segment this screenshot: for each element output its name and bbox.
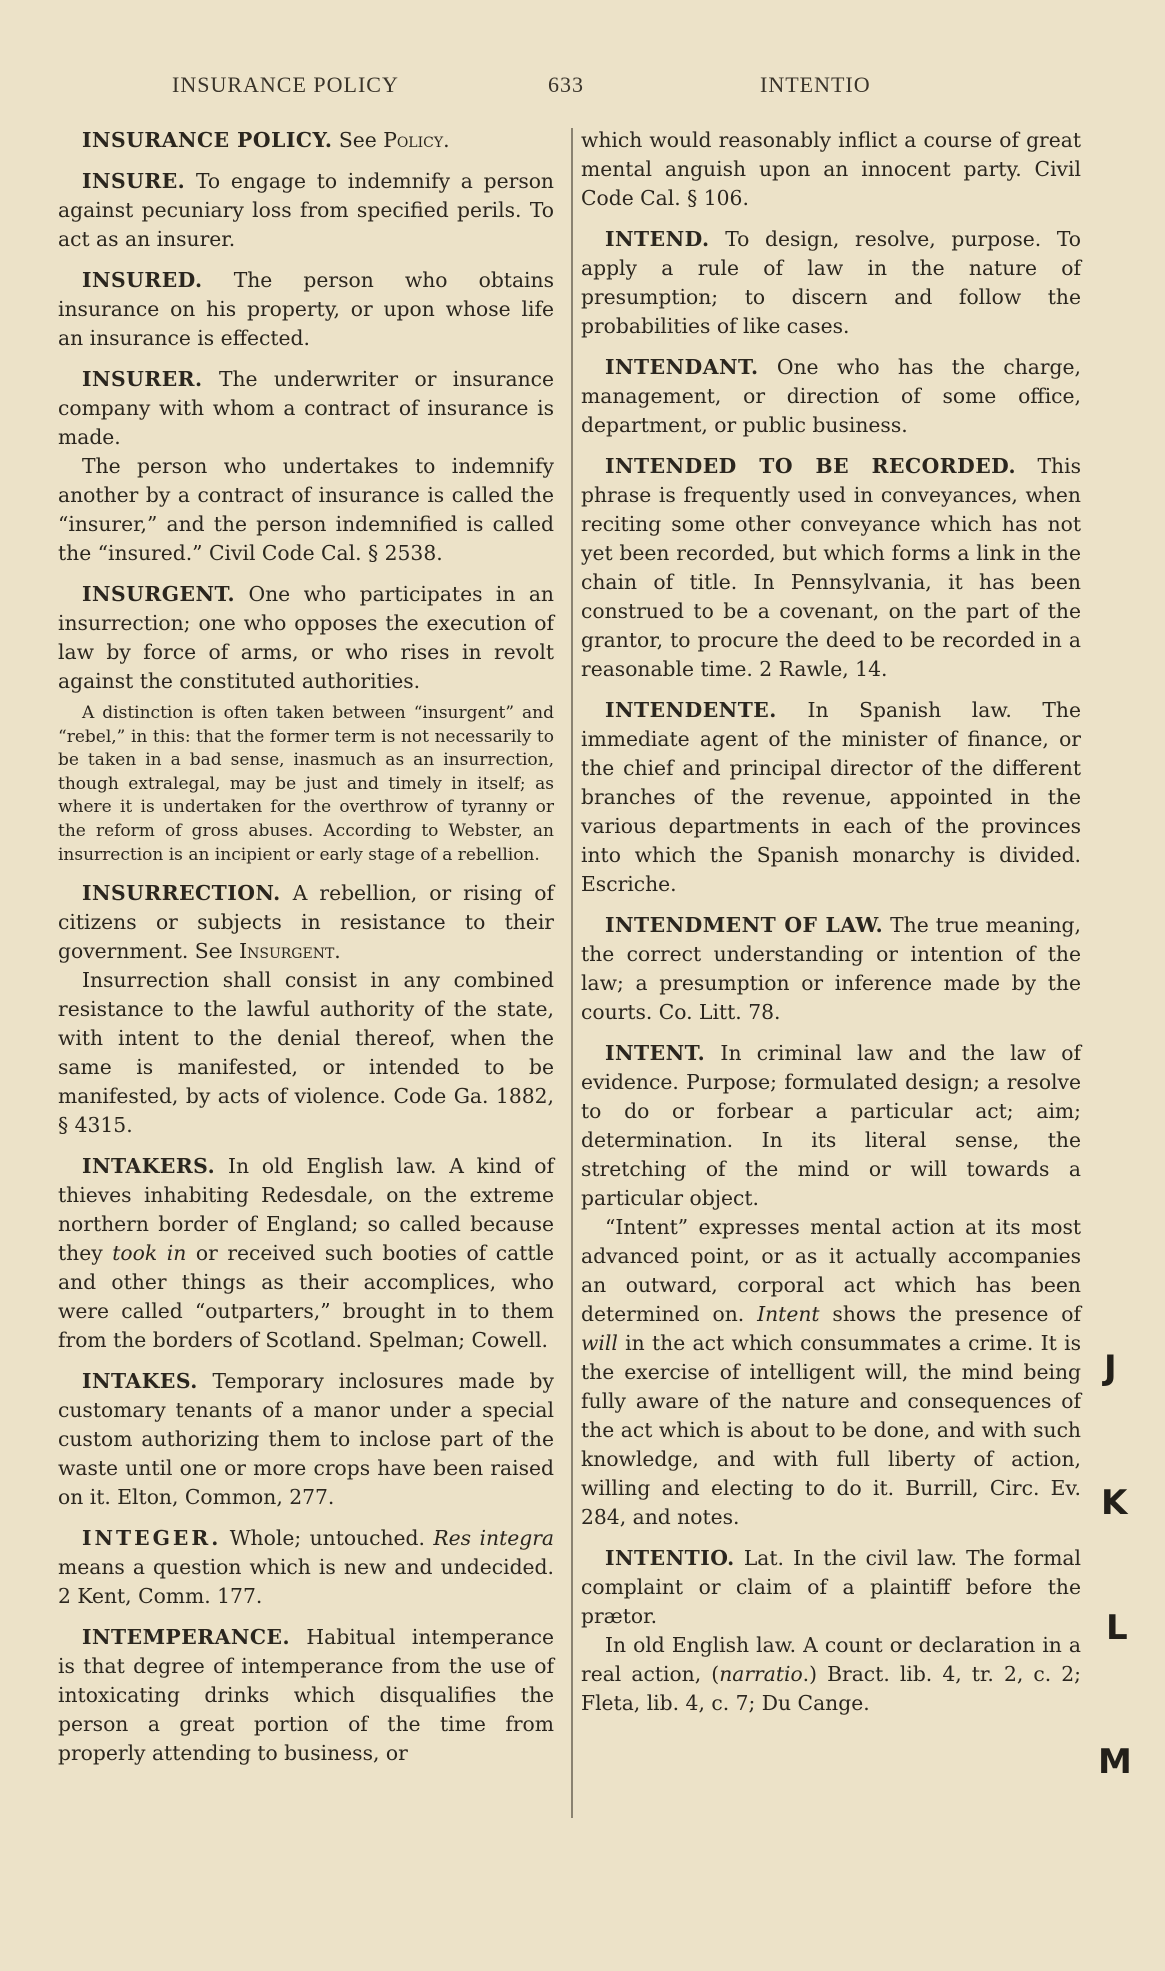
entry [58,365,554,452]
entry [58,126,554,155]
definition: Whole; untouched. [221,1526,434,1551]
thumb-index-letter: L [1106,1608,1128,1648]
italic-term: will [581,1331,618,1355]
entry [581,225,1081,341]
page-number: 633 [548,72,584,97]
thumb-index-letter: J [1104,1348,1117,1388]
entry [581,452,1081,684]
paragraph-text: in the act which consummates a crime. It is the exercise of intelligent will, the mind being fully aware of the nature and consequences of the act which is about to be done, and with such knowledge, and with full liberty of action, willing and electing to do it. Burrill, Circ. Ev. 284, and notes. [581,1331,1081,1529]
definition: In Spanish law. The immediate agent of the minister of finance, or the chief and principal director of the different branches of the revenue, appointed in the various departments in each of the provinces into which the Spanish monarchy is divided. Escriche. [581,698,1081,896]
entry [581,696,1081,899]
column-divider [571,128,573,1818]
paragraph: Insurrection shall consist in any combined resistance to the lawful authority of the state, with intent to the denial thereof, when the same is manifested, or intended to be manifested, by acts of violence. Code Ga. 1882, § 4315. [58,968,554,1138]
cross-reference: Policy [383,128,444,152]
left-column [58,126,554,1780]
paragraph [581,1213,1081,1532]
definition: One who has the charge, management, or direction of some office, department, or public business. [581,355,1081,437]
running-head [0,72,1165,106]
definition: This phrase is frequently used in conveyances, when reciting some other conveyance which has not yet been recorded, but which forms a link in the chain of title. In Pennsylvania, it has been construed to be a covenant, on the part of the grantor, to procure the deed to be recorded in a reasonable time. 2 Rawle, 14. [581,454,1081,681]
entry [58,1623,554,1768]
headword: INTENDANT. [605,355,759,379]
definition: To design, resolve, purpose. To apply a rule of law in the nature of presumption; to discern and follow the probabilities of like cases. [581,227,1081,338]
headword: INTENDENTE. [605,698,777,722]
definition: A rebellion, or rising of citizens or subjects in resistance to their government. See [58,881,554,964]
definition: The underwriter or insurance company with whom a contract of insurance is made. [58,367,554,449]
definition: . [443,128,450,152]
definition: Habitual intemperance is that degree of intemperance from the use of intoxicating drinks which disqualifies the person a great portion of the time from properly attending to business, or [58,1625,554,1766]
note-paragraph: A distinction is often taken between “insurgent” and “rebel,” in this: that the former term is not necessarily to be taken in a bad sense, inasmuch as an insurrection, though extralegal, may be just and timely in itself; as where it is undertaken for the overthrow of tyranny or the reform of gross abuses. According to Webster, an insurrection is an incipient or early stage of a rebellion. [58,703,554,865]
definition: One who participates in an insurrection; one who opposes the execution of law by force of arms, or who rises in revolt against the constituted authorities. [58,582,554,693]
paragraph: The person who undertakes to indemnify another by a contract of insurance is called the “insurer,” and the person indemnified is called the “insured.” Civil Code Cal. § 2538. [58,454,554,565]
header-right-guide-word: INTENTIO [760,72,871,97]
headword: INSURGENT. [82,582,236,606]
headword: INTEMPERANCE. [82,1625,291,1650]
headword: INTEND. [605,227,710,251]
paragraph [581,1631,1081,1718]
right-column [581,126,1081,1730]
definition: To engage to indemnify a person against pecuniary loss from specified perils. To act as an insurer. [58,169,554,251]
cross-reference: Insurgent [239,939,335,964]
headword: INTEGER. [82,1526,222,1551]
entry [58,1524,554,1611]
italic-term: Intent [757,1302,820,1326]
entry [58,1152,554,1355]
headword: INTENDED TO BE RECORDED. [605,454,1017,478]
headword: INTENT. [605,1041,706,1065]
paragraph-text: In old English law. A count or declaration in a real action, ( [581,1633,1081,1686]
headword: INSURED. [82,268,203,292]
headword: INSURER. [82,367,203,391]
entry [581,911,1081,1027]
paragraph-text: shows the presence of [819,1302,1081,1326]
entry [58,1367,554,1512]
thumb-index-letter: K [1101,1483,1128,1523]
definition: Lat. In the civil law. The formal complaint or claim of a plaintiff before the prætor. [581,1546,1081,1628]
paragraph-text: “Intent” expresses mental action at its most advanced point, or as it actually accompanies an outward, corporal act which has been determined on. [581,1215,1081,1326]
entry [58,580,554,696]
headword: INTENTIO. [605,1546,735,1570]
entry [581,1544,1081,1631]
italic-term: took in [112,1241,187,1266]
paragraph: which would reasonably inflict a course of great mental anguish upon an innocent party. Civil Code Cal. § 106. [581,128,1081,210]
definition: The person who obtains insurance on his property, or upon whose life an insurance is effected. [58,268,554,350]
definition: See [332,128,384,152]
entry [58,879,554,966]
entry [58,266,554,353]
definition: In old English law. A kind of thieves inhabiting Redesdale, on the extreme northern border of England; so called because they [58,1154,554,1266]
headword: INSURRECTION. [82,881,281,906]
headword: INSURE. [82,169,186,193]
headword: INTENDMENT OF LAW. [605,913,884,937]
paragraph-text: .) Bract. lib. 4, tr. 2, c. 2; Fleta, lib. 4, c. 7; Du Cange. [581,1662,1082,1715]
header-left-guide-word: INSURANCE POLICY [172,72,399,97]
definition: The true meaning, the correct understanding or intention of the law; a presumption or inference made by the courts. Co. Litt. 78. [581,913,1081,1024]
definition: . [334,939,341,964]
entry [58,167,554,254]
definition: Temporary inclosures made by customary tenants of a manor under a special custom authorizing them to inclose part of the waste until one or more crops have been raised on it. Elton, Common, 277. [58,1369,554,1510]
entry [581,353,1081,440]
headword: INTAKES. [82,1369,198,1394]
entry [581,1039,1081,1213]
italic-term: Res integra [433,1526,554,1551]
definition: or received such booties of cattle and other things as their accomplices, who were called “outparters,” brought in to them from the borders of Scotland. Spelman; Cowell. [58,1241,554,1353]
headword: INSURANCE POLICY. [82,128,333,152]
definition: In criminal law and the law of evidence. Purpose; formulated design; a resolve to do or forbear a particular act; aim; determination. In its literal sense, the stretching of the mind or will towards a particular object. [581,1041,1081,1210]
headword: INTAKERS. [82,1154,216,1179]
italic-term: narratio [719,1662,803,1686]
definition: means a question which is new and undecided. 2 Kent, Comm. 177. [58,1555,554,1609]
thumb-index-letter: M [1098,1742,1132,1782]
